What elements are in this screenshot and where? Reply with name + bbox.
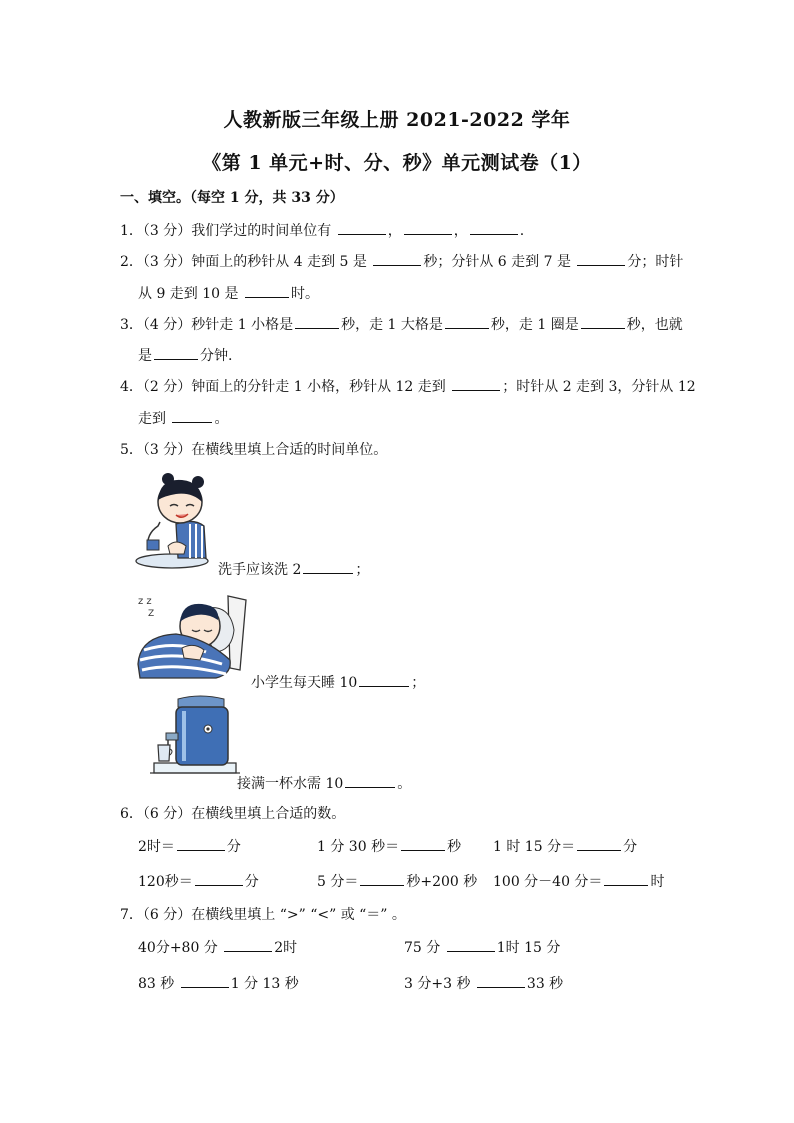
answer-blank[interactable] [359,673,409,687]
page-title: 人教新版三年级上册 2021-2022 学年 [223,109,571,131]
page-subtitle: 《第 1 单元+时、分、秒》单元测试卷（1） [202,152,592,174]
answer-blank[interactable] [181,974,229,988]
q5-item-3 [237,773,411,793]
answer-blank[interactable] [577,837,621,851]
q6-text: 分 [244,874,259,890]
answer-blank[interactable] [404,221,452,235]
q6-text: 2时＝ [138,839,175,855]
question-4-line-1 [120,376,696,396]
question-6: 6．（6 分）在横线里填上合适的数。 [120,806,346,822]
q2-text: 分；时针 [627,254,684,270]
q6-item [317,836,461,856]
q4-text: 。 [214,411,229,427]
q7-item [138,937,297,957]
q7-text: 3 分+3 秒 [404,976,471,992]
svg-text:z z: z z [138,596,152,607]
girl-washing-hands-icon [130,468,220,572]
answer-blank[interactable] [224,938,272,952]
q7-text: 1时 15 分 [496,940,561,956]
q7-item [404,973,563,993]
q7-text: 33 秒 [526,976,564,992]
q6-text: 分 [226,839,241,855]
answer-blank[interactable] [303,560,353,574]
q6-item [138,836,241,856]
answer-blank[interactable] [338,221,386,235]
q7-text: 2时 [274,940,298,956]
q2-text: 秒；分针从 6 走到 7 是 [423,254,571,270]
q2-text: 2．（3 分）钟面上的秒针从 4 走到 5 是 [120,254,367,270]
answer-blank[interactable] [445,315,489,329]
answer-blank[interactable] [195,872,243,886]
q3-text: 是 [138,348,152,364]
q1-text: 1．（3 分）我们学过的时间单位有 [120,223,332,239]
q5-text: 洗手应该洗 2 [218,562,302,578]
q6-text: 秒 [447,839,462,855]
q6-text: 秒+200 秒 [406,874,478,890]
question-3-line-1 [120,314,683,334]
q5-text: 接满一杯水需 10 [237,776,344,792]
answer-blank[interactable] [577,252,625,266]
answer-blank[interactable] [401,837,445,851]
answer-blank[interactable] [245,284,289,298]
q6-text: 时 [650,874,665,890]
q6-text: 1 分 30 秒＝ [317,839,400,855]
q6-item [138,871,259,891]
answer-blank[interactable] [373,252,421,266]
q7-text: 83 秒 [138,976,175,992]
q7-item [404,937,560,957]
q6-text: 100 分－40 分＝ [493,874,603,890]
q5-item-1 [218,559,369,579]
q6-text: 120秒＝ [138,874,193,890]
answer-blank[interactable] [345,774,395,788]
question-2-line-2 [138,283,319,303]
answer-blank[interactable] [447,938,495,952]
q3-text: 分钟. [200,348,233,364]
q6-item [493,871,664,891]
q7-text: 40分+80 分 [138,940,218,956]
q1-separator: ， [453,223,468,239]
q7-text: 75 分 [404,940,441,956]
q5-item-2 [251,672,425,692]
q3-text: 3．（4 分）秒针走 1 小格是 [120,317,294,333]
answer-blank[interactable] [172,409,212,423]
q5-text: ； [355,562,370,578]
question-4-line-2 [138,408,228,428]
question-3-line-2 [138,345,232,365]
q6-text: 1 时 15 分＝ [493,839,576,855]
svg-text:Z: Z [148,609,155,619]
q6-item [493,836,637,856]
answer-blank[interactable] [177,837,225,851]
q2-text: 时。 [290,286,319,302]
answer-blank[interactable] [360,872,404,886]
answer-blank[interactable] [477,974,525,988]
answer-blank[interactable] [154,346,198,360]
q6-text: 分 [623,839,638,855]
q1-end: . [519,223,525,239]
q7-item [138,973,299,993]
q6-text: 5 分＝ [317,874,359,890]
q4-text: ；时针从 2 走到 3，分针从 12 [502,379,696,395]
answer-blank[interactable] [295,315,339,329]
answer-blank[interactable] [470,221,518,235]
q5-text: 小学生每天睡 10 [251,675,358,691]
q1-separator: ， [387,223,402,239]
q4-text: 4．（2 分）钟面上的分针走 1 小格，秒针从 12 走到 [120,379,446,395]
question-5: 5．（3 分）在横线里填上合适的时间单位。 [120,442,388,458]
question-1 [120,220,524,240]
section-heading: 一、填空。（每空 1 分，共 33 分） [120,190,344,206]
q5-text: ； [411,675,426,691]
answer-blank[interactable] [581,315,625,329]
q2-text: 从 9 走到 10 是 [138,286,239,302]
answer-blank[interactable] [452,377,500,391]
q5-text: 。 [397,776,412,792]
question-2-line-1 [120,251,683,271]
q3-text: 秒，也就 [626,317,683,333]
q3-text: 秒，走 1 大格是 [341,317,443,333]
water-dispenser-icon [140,693,252,783]
q6-item [317,871,477,891]
answer-blank[interactable] [604,872,648,886]
question-7: 7．（6 分）在横线里填上 “>” “<” 或 “＝” 。 [120,907,406,923]
q7-text: 1 分 13 秒 [230,976,299,992]
q3-text: 秒，走 1 圈是 [490,317,579,333]
boy-sleeping-icon [136,590,252,682]
q4-text: 走到 [138,411,166,427]
